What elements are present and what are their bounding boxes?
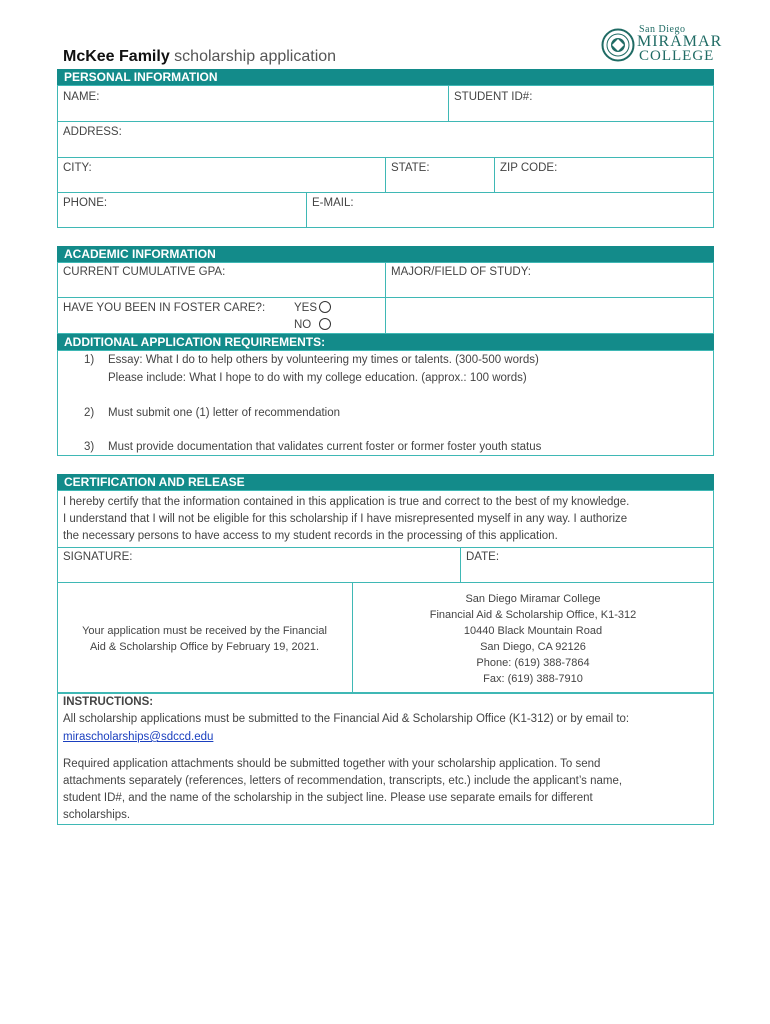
certification-line1: I hereby certify that the information contained in this application is true and correct to the best of my knowledge. xyxy=(63,496,630,508)
divider xyxy=(494,157,495,192)
requirement-3-number: 3) xyxy=(84,441,95,453)
requirement-1-line1: Essay: What I do to help others by volunteering my times or talents. (300-500 words) xyxy=(108,354,539,366)
instructions-p2-line2: attachments separately (references, letters of recommendation, transcripts, etc.) include the applicant’s name, xyxy=(63,775,623,787)
college-logo xyxy=(601,24,723,68)
foster-care-question: HAVE YOU BEEN IN FOSTER CARE?: xyxy=(63,302,266,314)
phone-field[interactable]: PHONE: xyxy=(63,197,108,209)
state-field[interactable]: STATE: xyxy=(391,162,430,174)
divider xyxy=(460,547,461,582)
office-street: 10440 Black Mountain Road xyxy=(463,625,603,637)
instructions-p2-line3: student ID#, and the name of the scholarship in the subject line. Please use separate emails for different xyxy=(63,792,593,804)
certification-header: CERTIFICATION AND RELEASE xyxy=(57,474,714,490)
foster-yes-radio[interactable] xyxy=(319,301,331,313)
divider xyxy=(448,85,449,121)
signature-field[interactable]: SIGNATURE: xyxy=(63,551,133,563)
student-id-field[interactable]: STUDENT ID#: xyxy=(454,91,533,103)
divider xyxy=(385,262,386,334)
certification-line2: I understand that I will not be eligible for this scholarship if I have misrepresented myself in any way. I authorize xyxy=(63,513,628,525)
divider xyxy=(57,547,714,548)
divider xyxy=(306,192,307,228)
requirement-3-line1: Must provide documentation that validates current foster or former foster youth status xyxy=(108,441,542,453)
requirement-2-line1: Must submit one (1) letter of recommendation xyxy=(108,407,341,419)
requirements-header: ADDITIONAL APPLICATION REQUIREMENTS: xyxy=(57,334,714,350)
office-phone: Phone: (619) 388-7864 xyxy=(476,657,590,669)
instructions-p2-line4: scholarships. xyxy=(63,809,131,821)
address-field[interactable]: ADDRESS: xyxy=(63,126,122,138)
gpa-field[interactable]: CURRENT CUMULATIVE GPA: xyxy=(63,266,226,278)
academic-info-header: ACADEMIC INFORMATION xyxy=(57,246,714,262)
divider xyxy=(57,121,714,122)
deadline-line1: Your application must be received by the Financial xyxy=(82,625,327,637)
office-fax: Fax: (619) 388-7910 xyxy=(483,673,583,685)
email-field[interactable]: E-MAIL: xyxy=(312,197,354,209)
requirement-1-line2: Please include: What I hope to do with my college education. (approx.: 100 words) xyxy=(108,372,527,384)
office-city: San Diego, CA 92126 xyxy=(480,641,586,653)
foster-no-radio[interactable] xyxy=(319,318,331,330)
foster-no-label: NO xyxy=(294,319,312,331)
requirement-2-number: 2) xyxy=(84,407,95,419)
divider xyxy=(57,192,714,193)
title-bold: McKee Family xyxy=(63,48,170,65)
instructions-header: INSTRUCTIONS: xyxy=(63,696,154,708)
deadline-note xyxy=(62,623,347,655)
office-dept: Financial Aid & Scholarship Office, K1-312 xyxy=(429,609,637,621)
zip-field[interactable]: ZIP CODE: xyxy=(500,162,558,174)
name-field[interactable]: NAME: xyxy=(63,91,100,103)
logo-line2: MIRAMAR xyxy=(637,33,723,50)
deadline-line2: Aid & Scholarship Office by February 19, 2021. xyxy=(89,641,320,653)
divider xyxy=(57,582,714,583)
office-address xyxy=(358,591,708,687)
college-seal-icon xyxy=(601,28,635,62)
foster-yes-label: YES xyxy=(294,302,318,314)
divider xyxy=(352,582,353,693)
scholarship-email-link[interactable]: mirascholarships@sdccd.edu xyxy=(63,731,214,743)
date-field[interactable]: DATE: xyxy=(466,551,500,563)
instructions-line1: All scholarship applications must be submitted to the Financial Aid & Scholarship Office (K1-312) or by email to: xyxy=(63,713,630,725)
title-rest: scholarship application xyxy=(169,48,337,65)
requirement-1-number: 1) xyxy=(84,354,95,366)
city-field[interactable]: CITY: xyxy=(63,162,92,174)
instructions-p2-line1: Required application attachments should be submitted together with your scholarship application. To send xyxy=(63,758,601,770)
logo-line1: San Diego xyxy=(639,24,686,35)
logo-line3: COLLEGE xyxy=(639,48,715,64)
certification-line3: the necessary persons to have access to my student records in the processing of this application. xyxy=(63,530,558,542)
divider xyxy=(385,157,386,192)
page-title xyxy=(63,48,336,66)
personal-info-header: PERSONAL INFORMATION xyxy=(57,69,714,85)
office-name: San Diego Miramar College xyxy=(465,593,601,605)
major-field[interactable]: MAJOR/FIELD OF STUDY: xyxy=(391,266,531,278)
